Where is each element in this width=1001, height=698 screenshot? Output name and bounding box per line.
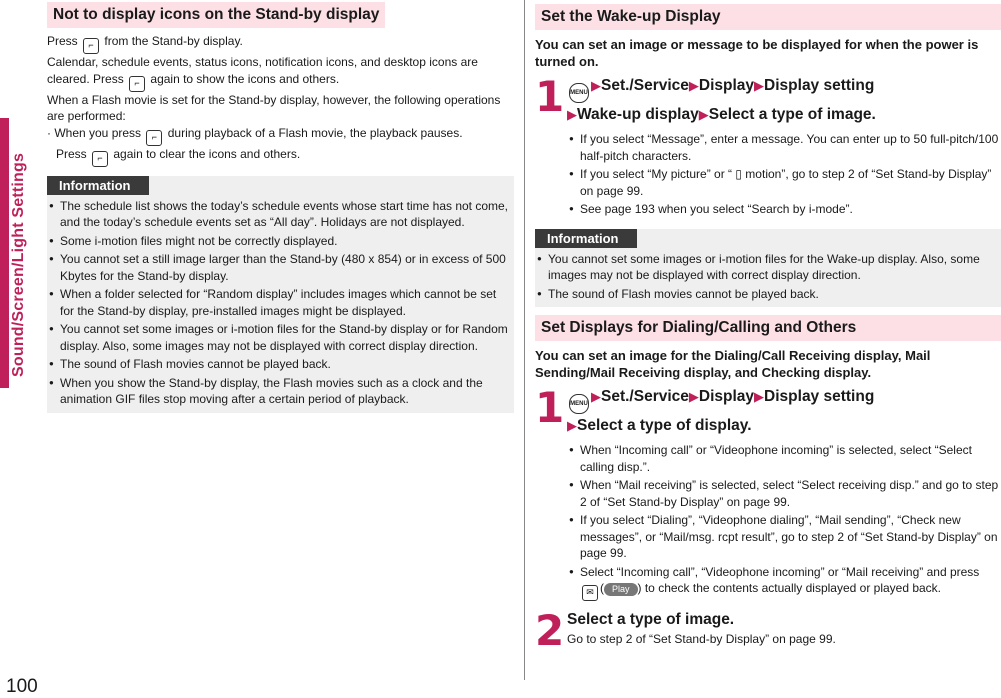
menu-key-icon: MENU bbox=[569, 83, 589, 103]
info-item: ● The sound of Flash movies cannot be played back. bbox=[47, 355, 514, 374]
info-item: ● You cannot set some images or i-motion files for the Stand-by display or for Random display. Also, some images may not be displayed with correct display direction. bbox=[47, 320, 514, 355]
text: Display setting bbox=[764, 388, 875, 405]
clear-key-icon: ⌐ bbox=[83, 38, 99, 54]
information-label: Information bbox=[47, 176, 149, 195]
step-note: ● See page 193 when you select “Search by i-mode”. bbox=[567, 200, 1001, 219]
text: Press bbox=[56, 146, 87, 161]
step-1-dial bbox=[535, 385, 1001, 602]
text: Select a type of image. bbox=[708, 106, 876, 123]
section-heading-wake-up: Set the Wake-up Display bbox=[535, 4, 1001, 30]
step-number: 1 bbox=[535, 72, 565, 121]
text: Select “Incoming call”, “Videophone incoming” or “Mail receiving” and press bbox=[580, 564, 980, 579]
paragraph bbox=[47, 146, 514, 167]
text: Set./Service bbox=[601, 388, 689, 405]
column-divider bbox=[524, 0, 525, 680]
text: Press bbox=[47, 34, 78, 48]
paragraph bbox=[47, 71, 514, 92]
step-instruction bbox=[567, 385, 1001, 437]
arrow-icon: ▶ bbox=[754, 78, 765, 93]
arrow-icon: ▶ bbox=[688, 78, 699, 93]
arrow-icon: ▶ bbox=[688, 389, 699, 404]
info-item: ● When a folder selected for “Random display” includes images which cannot be set for the Stand-by display, pre-installed images might be displayed. bbox=[47, 285, 514, 320]
text: cleared. Press bbox=[47, 71, 124, 86]
info-item: ● When you show the Stand-by display, the Flash movies such as a clock and the animation GIF files stop moving after a certain period of playback. bbox=[47, 374, 514, 409]
info-item: ● The sound of Flash movies cannot be played back. bbox=[535, 285, 1001, 304]
information-box bbox=[47, 176, 514, 413]
text: during playback of a Flash movie, the playback pauses. bbox=[167, 125, 463, 140]
menu-key-icon: MENU bbox=[569, 394, 589, 414]
text: ) to check the contents actually displayed or played back. bbox=[637, 581, 942, 595]
section-intro: You can set an image for the Dialing/Call Receiving display, Mail Sending/Mail Receiving display, and Checking display. bbox=[535, 348, 931, 380]
section-heading-no-icons: Not to display icons on the Stand-by display bbox=[47, 2, 385, 28]
step-number: 1 bbox=[535, 383, 565, 432]
text: again to show the icons and others. bbox=[150, 71, 340, 86]
arrow-icon: ▶ bbox=[591, 389, 601, 404]
info-item: ● You cannot set a still image larger than the Stand-by (480 x 854) or in excess of 500 Kbytes for the Stand-by display. bbox=[47, 250, 514, 285]
step-instruction bbox=[567, 74, 1001, 126]
text: Wake-up display bbox=[577, 106, 699, 123]
step-text: Go to step 2 of “Set Stand-by Display” on page 99. bbox=[567, 632, 836, 646]
step-2-dial bbox=[535, 606, 1001, 655]
arrow-icon: ▶ bbox=[591, 78, 601, 93]
arrow-icon: ▶ bbox=[567, 418, 577, 433]
step-note: ● If you select “My picture” or “ ▯ motion”, go to step 2 of “Set Stand-by Display” on page 99. bbox=[567, 165, 1001, 200]
step-note: ● If you select “Message”, enter a message. You can enter up to 50 full-pitch/100 half-pitch characters. bbox=[567, 130, 1001, 165]
arrow-icon: ▶ bbox=[698, 107, 709, 122]
right-column bbox=[535, 0, 1001, 655]
information-label: Information bbox=[535, 229, 637, 248]
paragraph: When a Flash movie is set for the Stand-by display, however, the following operations bbox=[47, 92, 501, 107]
clear-key-icon: ⌐ bbox=[129, 76, 145, 92]
step-number: 2 bbox=[535, 606, 565, 655]
text: Set./Service bbox=[601, 77, 689, 94]
section-intro: You can set an image or message to be displayed for when the power is turned on. bbox=[535, 37, 979, 69]
step-note: ● Select “Incoming call”, “Videophone incoming” or “Mail receiving” and press ✉ ( Play ) to check the contents actually displayed or played back. bbox=[567, 563, 1001, 603]
arrow-icon: ▶ bbox=[754, 389, 765, 404]
mail-key-icon: ✉ bbox=[582, 585, 598, 601]
step-instruction: Select a type of image. bbox=[567, 611, 735, 628]
left-column bbox=[47, 0, 514, 413]
text: Display bbox=[698, 388, 755, 405]
text: Display bbox=[698, 77, 755, 94]
clear-key-icon: ⌐ bbox=[92, 151, 108, 167]
step-1-wake bbox=[535, 74, 1001, 219]
step-note: ● If you select “Dialing”, “Videophone dialing”, “Mail sending”, “Check new messages”, or “Mail/msg. rcpt result”, go to step 2 of “Set Stand-by Display” on page 99. bbox=[567, 511, 1001, 563]
text: · When you press bbox=[47, 125, 142, 140]
paragraph bbox=[47, 125, 514, 146]
paragraph bbox=[47, 33, 514, 54]
side-tab bbox=[0, 0, 36, 697]
arrow-icon: ▶ bbox=[567, 107, 577, 122]
side-tab-label: Sound/Screen/Light Settings bbox=[10, 152, 27, 378]
info-item: ● The schedule list shows the today’s schedule events whose start time has not come, and the today’s schedule events set as “All day”. Holidays are not displayed. bbox=[47, 197, 514, 232]
info-item: ● You cannot set some images or i-motion files for the Wake-up display. Also, some images may not be displayed with correct display direction. bbox=[535, 250, 1001, 285]
page-number: 100 bbox=[6, 676, 38, 697]
text: again to clear the icons and others. bbox=[113, 146, 301, 161]
text: Display setting bbox=[764, 77, 875, 94]
text: Select a type of display. bbox=[577, 417, 752, 434]
step-note: ● When “Incoming call” or “Videophone incoming” is selected, select “Select calling disp.”. bbox=[567, 441, 1001, 476]
step-note: ● When “Mail receiving” is selected, select “Select receiving disp.” and go to step 2 of “Set Stand-by Display” on page 99. bbox=[567, 476, 1001, 511]
clear-key-icon: ⌐ bbox=[146, 130, 162, 146]
paragraph: are performed: bbox=[47, 109, 126, 123]
info-item: ● Some i-motion files might not be correctly displayed. bbox=[47, 232, 514, 251]
text: from the Stand-by display. bbox=[104, 34, 243, 48]
paragraph: Calendar, schedule events, status icons, notification icons, and desktop icons are bbox=[47, 55, 478, 69]
information-box bbox=[535, 229, 1001, 308]
play-key-icon: Play bbox=[604, 583, 638, 596]
section-heading-dialing: Set Displays for Dialing/Calling and Others bbox=[535, 315, 1001, 341]
